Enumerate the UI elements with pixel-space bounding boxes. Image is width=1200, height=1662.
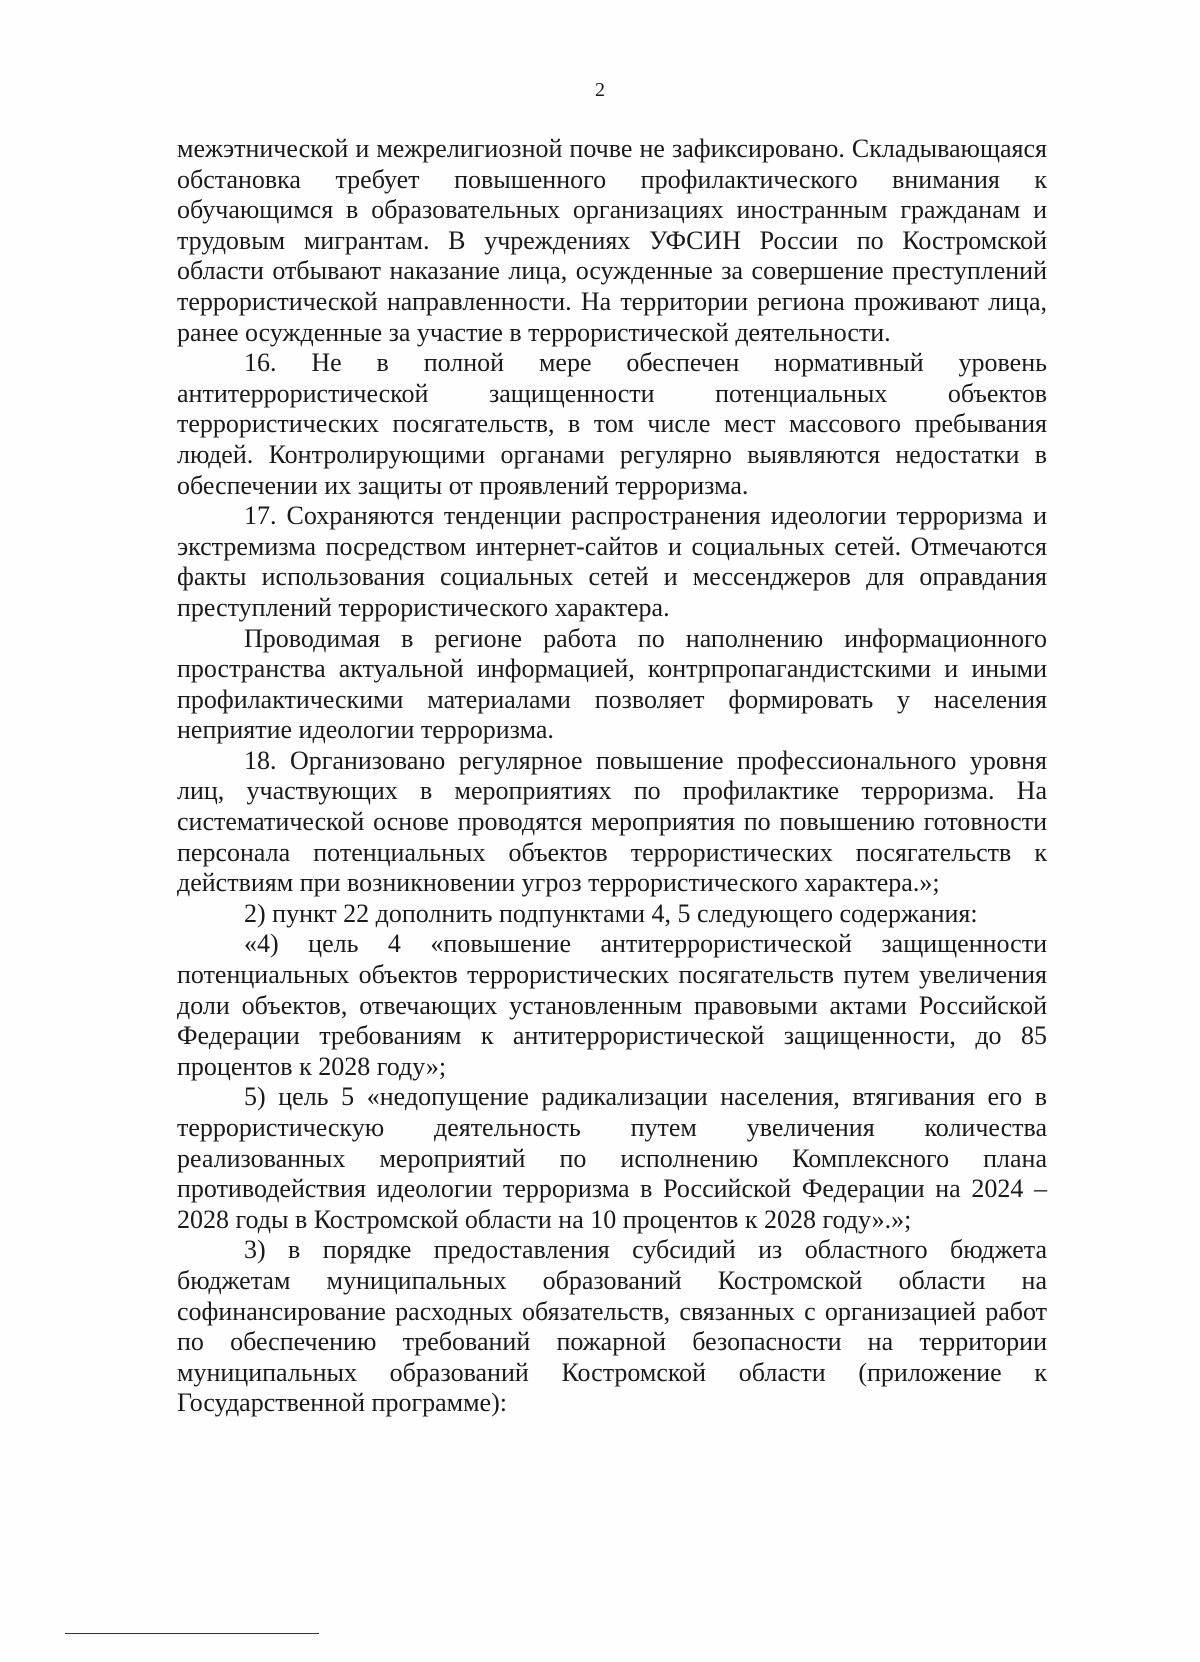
- paragraph-amendment-3: 3) в порядке предоставления субсидий из областного бюджета бюджетам муниципальных образований Костромской области на софинансирование расходных обязательств, связанных с организацией работ по обеспечению требований пожарной безопасности на территории муниципальных образований Костромской области (приложение к Государственной программе):: [177, 1235, 1047, 1418]
- paragraph-continuation: межэтнической и межрелигиозной почве не зафиксировано. Складывающаяся обстановка требует повышенного профилактического внимания к обучающимся в образовательных организациях иностранным гражданам и трудовым мигрантам. В учреждениях УФСИН России по Костромской области отбывают наказание лица, осужденные за совершение преступлений террористической направленности. На территории региона проживают лица, ранее осужденные за участие в террористической деятельности.: [177, 134, 1047, 347]
- paragraph-amendment-2: 2) пункт 22 дополнить подпунктами 4, 5 следующего содержания:: [244, 898, 978, 928]
- paragraph-goal-5: 5) цель 5 «недопущение радикализации населения, втягивания его в террористическую деятельность путем увеличения количества реализованных мероприятий по исполнению Комплексного плана противодействия идеологии терроризма в Российской Федерации на 2024 – 2028 годы в Костромской области на 10 процентов к 2028 году».»;: [177, 1082, 1047, 1234]
- document-body: [177, 134, 1047, 1419]
- paragraph-item-16: 16. Не в полной мере обеспечен нормативный уровень антитеррористической защищенности потенциальных объектов террористических посягательств, в том числе мест массового пребывания людей. Контролирующими органами регулярно выявляются недостатки в обеспечении их защиты от проявлений терроризма.: [177, 348, 1047, 500]
- paragraph-information-space: Проводимая в регионе работа по наполнению информационного пространства актуальной информацией, контрпропагандистскими и иными профилактическими материалами позволяет формировать у населения неприятие идеологии терроризма.: [177, 623, 1047, 745]
- paragraph-item-18: 18. Организовано регулярное повышение профессионального уровня лиц, участвующих в мероприятиях по профилактике терроризма. На систематической основе проводятся мероприятия по повышению готовности персонала потенциальных объектов террористических посягательств к действиям при возникновении угроз террористического характера.»;: [177, 745, 1047, 898]
- footnote-separator-line: [65, 1633, 319, 1634]
- paragraph-goal-4: «4) цель 4 «повышение антитеррористической защищенности потенциальных объектов террористических посягательств путем увеличения доли объектов, отвечающих установленным правовыми актами Российской Федерации требованиям к антитеррористической защищенности, до 85 процентов к 2028 году»;: [177, 929, 1047, 1081]
- paragraph-item-17: 17. Сохраняются тенденции распространения идеологии терроризма и экстремизма посредством интернет-сайтов и социальных сетей. Отмечаются факты использования социальных сетей и мессенджеров для оправдания преступлений террористического характера.: [177, 501, 1047, 622]
- page-number: 2: [595, 79, 605, 101]
